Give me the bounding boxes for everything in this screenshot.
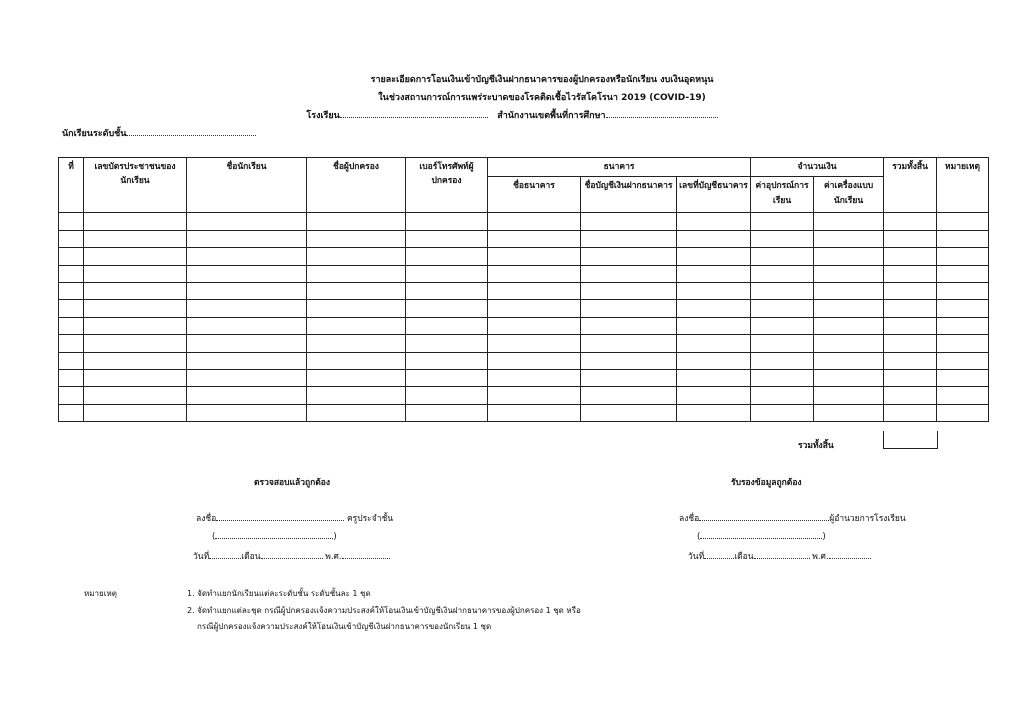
table-cell[interactable] xyxy=(187,230,307,247)
table-cell[interactable] xyxy=(937,300,989,317)
table-cell[interactable] xyxy=(307,404,406,421)
left-sign-label: ลงชื่อ xyxy=(196,514,217,524)
verify-heading: ตรวจสอบแล้วถูกต้อง xyxy=(254,478,331,488)
right-month-label: เดือน xyxy=(734,552,754,562)
table-cell[interactable] xyxy=(581,404,677,421)
table-cell[interactable] xyxy=(307,387,406,404)
table-cell[interactable] xyxy=(488,369,581,386)
table-cell[interactable] xyxy=(751,213,814,230)
table-cell[interactable] xyxy=(884,283,937,300)
table-cell[interactable] xyxy=(814,335,884,352)
right-date-line xyxy=(688,549,871,563)
right-role-label: ผู้อำนวยการโรงเรียน xyxy=(829,514,906,524)
table-row xyxy=(59,404,989,421)
table-cell[interactable] xyxy=(937,283,989,300)
table-cell[interactable] xyxy=(581,283,677,300)
table-row xyxy=(59,213,989,230)
table-cell[interactable] xyxy=(814,213,884,230)
table-cell[interactable] xyxy=(307,283,406,300)
table-cell[interactable] xyxy=(406,404,488,421)
table-cell[interactable] xyxy=(677,248,751,265)
table-cell[interactable] xyxy=(937,213,989,230)
table-cell[interactable] xyxy=(406,213,488,230)
table-cell[interactable] xyxy=(751,300,814,317)
table-cell[interactable] xyxy=(187,300,307,317)
table-cell[interactable] xyxy=(814,352,884,369)
table-cell[interactable] xyxy=(814,317,884,334)
left-close-paren: ) xyxy=(333,532,337,542)
table-cell[interactable] xyxy=(406,335,488,352)
right-sign-field[interactable] xyxy=(699,512,829,521)
right-year-field[interactable] xyxy=(829,550,871,559)
table-cell[interactable] xyxy=(581,335,677,352)
table-cell[interactable] xyxy=(307,213,406,230)
table-cell[interactable] xyxy=(488,317,581,334)
col-account-name-header: ชื่อบัญชีเงินฝากธนาคาร xyxy=(581,177,677,213)
table-cell[interactable] xyxy=(814,248,884,265)
col-total-header: รวมทั้งสิ้น xyxy=(884,158,937,213)
school-fill-line[interactable] xyxy=(340,109,488,118)
table-cell[interactable] xyxy=(581,317,677,334)
table-cell[interactable] xyxy=(59,265,84,282)
col-no-header: ที่ xyxy=(59,158,84,213)
table-cell[interactable] xyxy=(884,335,937,352)
col-supplies-header: ค่าอุปกรณ์การเรียน xyxy=(751,177,814,213)
table-cell[interactable] xyxy=(406,230,488,247)
table-cell[interactable] xyxy=(814,230,884,247)
table-cell[interactable] xyxy=(751,352,814,369)
grand-total-box[interactable] xyxy=(883,431,938,449)
right-sign-label: ลงชื่อ xyxy=(679,514,700,524)
table-cell[interactable] xyxy=(59,369,84,386)
table-cell[interactable] xyxy=(751,248,814,265)
col-parent-header: ชื่อผู้ปกครอง xyxy=(307,158,406,213)
right-name-field[interactable] xyxy=(700,530,822,539)
table-cell[interactable] xyxy=(84,317,187,334)
table-cell[interactable] xyxy=(488,248,581,265)
table-cell[interactable] xyxy=(406,369,488,386)
transfer-table xyxy=(58,157,989,422)
table-cell[interactable] xyxy=(884,387,937,404)
right-sign-line xyxy=(679,511,906,525)
table-row xyxy=(59,265,989,282)
school-office-line xyxy=(0,108,1024,122)
left-name-field[interactable] xyxy=(215,530,333,539)
table-cell[interactable] xyxy=(307,317,406,334)
table-cell[interactable] xyxy=(187,248,307,265)
table-cell[interactable] xyxy=(581,213,677,230)
table-cell[interactable] xyxy=(84,369,187,386)
table-cell[interactable] xyxy=(751,265,814,282)
table-row xyxy=(59,335,989,352)
table-cell[interactable] xyxy=(814,283,884,300)
left-sign-field[interactable] xyxy=(216,512,344,521)
grade-fill-line[interactable] xyxy=(126,127,256,136)
table-cell[interactable] xyxy=(84,230,187,247)
table-row xyxy=(59,369,989,386)
table-cell[interactable] xyxy=(814,265,884,282)
table-cell[interactable] xyxy=(581,248,677,265)
table-cell[interactable] xyxy=(59,317,84,334)
note-item-2: 2. จัดทำแยกแต่ละชุด กรณีผู้ปกครองแจ้งความประสงค์ให้โอนเงินเข้าบัญชีเงินฝากธนาคารของผู้ปกครอง 1 ชุด หรือ xyxy=(187,606,581,615)
table-cell[interactable] xyxy=(751,387,814,404)
table-cell[interactable] xyxy=(677,283,751,300)
table-cell[interactable] xyxy=(84,335,187,352)
right-day-field[interactable] xyxy=(704,550,734,559)
table-cell[interactable] xyxy=(488,283,581,300)
table-cell[interactable] xyxy=(307,369,406,386)
table-row xyxy=(59,387,989,404)
left-month-field[interactable] xyxy=(261,550,323,559)
table-cell[interactable] xyxy=(488,387,581,404)
table-cell[interactable] xyxy=(677,404,751,421)
table-cell[interactable] xyxy=(814,300,884,317)
table-cell[interactable] xyxy=(84,213,187,230)
table-cell[interactable] xyxy=(884,213,937,230)
table-cell[interactable] xyxy=(751,404,814,421)
amount-group-header: จำนวนเงิน xyxy=(751,158,884,177)
table-cell[interactable] xyxy=(59,404,84,421)
grade-label: นักเรียนระดับชั้น xyxy=(62,129,127,139)
table-cell[interactable] xyxy=(406,387,488,404)
col-id-header: เลขบัตรประชาชนของนักเรียน xyxy=(84,158,187,213)
table-cell[interactable] xyxy=(937,248,989,265)
table-row xyxy=(59,317,989,334)
table-cell[interactable] xyxy=(677,335,751,352)
table-cell[interactable] xyxy=(84,404,187,421)
table-cell[interactable] xyxy=(307,230,406,247)
table-cell[interactable] xyxy=(307,248,406,265)
left-date-label: วันที่ xyxy=(193,552,210,562)
table-cell[interactable] xyxy=(677,213,751,230)
table-cell[interactable] xyxy=(187,283,307,300)
table-cell[interactable] xyxy=(59,387,84,404)
table-cell[interactable] xyxy=(751,283,814,300)
right-name-line xyxy=(697,530,826,542)
table-cell[interactable] xyxy=(937,369,989,386)
grand-total-label: รวมทั้งสิ้น xyxy=(798,441,834,451)
right-month-field[interactable] xyxy=(754,550,810,559)
table-cell[interactable] xyxy=(677,300,751,317)
table-cell[interactable] xyxy=(84,300,187,317)
table-row xyxy=(59,230,989,247)
note-item-3: กรณีผู้ปกครองแจ้งความประสงค์ให้โอนเงินเข้าบัญชีเงินฝากธนาคารของนักเรียน 1 ชุด xyxy=(197,622,492,631)
table-cell[interactable] xyxy=(884,300,937,317)
table-cell[interactable] xyxy=(187,369,307,386)
table-cell[interactable] xyxy=(488,300,581,317)
table-cell[interactable] xyxy=(84,265,187,282)
table-cell[interactable] xyxy=(187,352,307,369)
table-cell[interactable] xyxy=(59,352,84,369)
table-cell[interactable] xyxy=(814,369,884,386)
table-cell[interactable] xyxy=(884,230,937,247)
table-cell[interactable] xyxy=(488,230,581,247)
table-cell[interactable] xyxy=(187,265,307,282)
table-cell[interactable] xyxy=(581,352,677,369)
left-role-label: ครูประจำชั้น xyxy=(346,514,394,524)
table-cell[interactable] xyxy=(751,230,814,247)
table-cell[interactable] xyxy=(84,387,187,404)
table-cell[interactable] xyxy=(84,352,187,369)
table-cell[interactable] xyxy=(581,300,677,317)
table-cell[interactable] xyxy=(187,213,307,230)
left-year-field[interactable] xyxy=(342,550,390,559)
right-open-paren: ( xyxy=(697,532,701,542)
table-cell[interactable] xyxy=(677,317,751,334)
table-cell[interactable] xyxy=(937,230,989,247)
table-cell[interactable] xyxy=(751,335,814,352)
table-row xyxy=(59,248,989,265)
table-cell[interactable] xyxy=(406,317,488,334)
left-open-paren: ( xyxy=(212,532,216,542)
form-title-line2: ในช่วงสถานการณ์การแพร่ระบาดของโรคติดเชื้อไวรัสโคโรนา 2019 (COVID-19) xyxy=(378,93,706,103)
col-student-header: ชื่อนักเรียน xyxy=(187,158,307,213)
col-remark-header: หมายเหตุ xyxy=(937,158,989,213)
table-cell[interactable] xyxy=(187,404,307,421)
table-cell[interactable] xyxy=(84,248,187,265)
left-month-label: เดือน xyxy=(241,552,261,562)
table-cell[interactable] xyxy=(677,265,751,282)
table-cell[interactable] xyxy=(814,404,884,421)
left-year-label: พ.ศ. xyxy=(325,552,342,562)
notes-label: หมายเหตุ xyxy=(84,589,117,598)
table-cell[interactable] xyxy=(488,404,581,421)
table-cell[interactable] xyxy=(677,369,751,386)
table-cell[interactable] xyxy=(406,265,488,282)
table-cell[interactable] xyxy=(937,387,989,404)
col-account-no-header: เลขที่บัญชีธนาคาร xyxy=(677,177,751,213)
table-cell[interactable] xyxy=(187,387,307,404)
right-year-label: พ.ศ. xyxy=(812,552,829,562)
table-cell[interactable] xyxy=(59,300,84,317)
table-cell[interactable] xyxy=(59,213,84,230)
table-cell[interactable] xyxy=(937,404,989,421)
table-cell[interactable] xyxy=(59,335,84,352)
table-cell[interactable] xyxy=(814,387,884,404)
table-cell[interactable] xyxy=(488,265,581,282)
school-label: โรงเรียน xyxy=(306,111,340,121)
table-cell[interactable] xyxy=(307,352,406,369)
table-cell[interactable] xyxy=(937,335,989,352)
right-close-paren: ) xyxy=(822,532,826,542)
left-date-line xyxy=(193,549,390,563)
col-uniform-header: ค่าเครื่องแบบนักเรียน xyxy=(814,177,884,213)
certify-heading: รับรองข้อมูลถูกต้อง xyxy=(731,478,802,488)
table-cell[interactable] xyxy=(884,265,937,282)
table-cell[interactable] xyxy=(677,230,751,247)
table-cell[interactable] xyxy=(488,335,581,352)
left-day-field[interactable] xyxy=(209,550,241,559)
office-label: สำนักงานเขตพื้นที่การศึกษา xyxy=(497,111,606,121)
table-cell[interactable] xyxy=(677,352,751,369)
table-cell[interactable] xyxy=(581,369,677,386)
table-cell[interactable] xyxy=(84,283,187,300)
table-cell[interactable] xyxy=(59,248,84,265)
left-sign-line xyxy=(196,511,393,525)
table-cell[interactable] xyxy=(187,335,307,352)
right-date-label: วันที่ xyxy=(688,552,705,562)
table-row xyxy=(59,352,989,369)
table-cell[interactable] xyxy=(937,352,989,369)
table-cell[interactable] xyxy=(581,387,677,404)
table-cell[interactable] xyxy=(751,317,814,334)
grade-line xyxy=(62,126,256,140)
table-cell[interactable] xyxy=(488,213,581,230)
table-cell[interactable] xyxy=(406,300,488,317)
table-cell[interactable] xyxy=(406,248,488,265)
table-cell[interactable] xyxy=(581,230,677,247)
col-bank-name-header: ชื่อธนาคาร xyxy=(488,177,581,213)
table-cell[interactable] xyxy=(406,352,488,369)
table-cell[interactable] xyxy=(406,283,488,300)
table-cell[interactable] xyxy=(937,265,989,282)
table-cell[interactable] xyxy=(581,265,677,282)
table-row xyxy=(59,300,989,317)
table-cell[interactable] xyxy=(307,335,406,352)
table-cell[interactable] xyxy=(59,283,84,300)
table-cell[interactable] xyxy=(884,352,937,369)
table-cell[interactable] xyxy=(884,248,937,265)
table-cell[interactable] xyxy=(751,369,814,386)
table-cell[interactable] xyxy=(937,317,989,334)
table-cell[interactable] xyxy=(677,387,751,404)
table-cell[interactable] xyxy=(488,352,581,369)
office-fill-line[interactable] xyxy=(606,109,718,118)
note-item-1: 1. จัดทำแยกนักเรียนแต่ละระดับชั้น ระดับชั้นละ 1 ชุด xyxy=(187,589,371,598)
table-cell[interactable] xyxy=(884,317,937,334)
form-title-line1: รายละเอียดการโอนเงินเข้าบัญชีเงินฝากธนาคารของผู้ปกครองหรือนักเรียน งบเงินอุดหนุน xyxy=(370,75,714,85)
table-cell[interactable] xyxy=(59,230,84,247)
left-name-line xyxy=(212,530,337,542)
table-row xyxy=(59,283,989,300)
table-cell[interactable] xyxy=(187,317,307,334)
bank-group-header: ธนาคาร xyxy=(488,158,751,177)
table-cell[interactable] xyxy=(884,369,937,386)
table-cell[interactable] xyxy=(307,300,406,317)
table-cell[interactable] xyxy=(307,265,406,282)
table-cell[interactable] xyxy=(884,404,937,421)
col-phone-header: เบอร์โทรศัพท์ผู้ปกครอง xyxy=(406,158,488,213)
